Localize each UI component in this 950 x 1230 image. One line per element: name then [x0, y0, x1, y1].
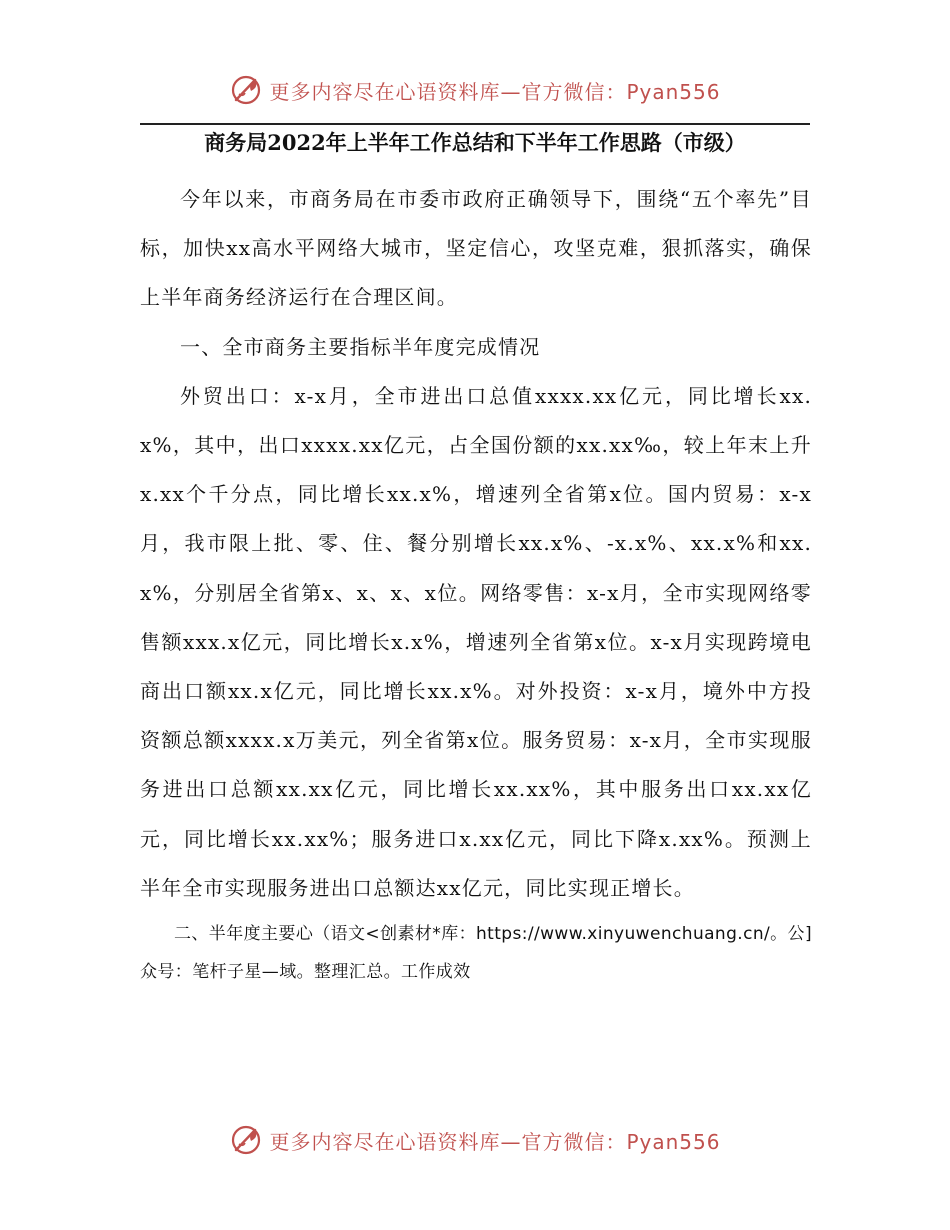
banner-text: 更多内容尽在心语资料库—官方微信：Pyan556: [269, 1129, 721, 1154]
document-body: [140, 175, 812, 991]
header-banner: [0, 70, 950, 110]
indicators-paragraph: 外贸出口：x-x月，全市进出口总值xxxx.xx亿元，同比增长xx.x%，其中，出口xxxx.xx亿元，占全国份额的xx.xx‰，较上年末上升x.xx个千分点，同比增长xx.x%，增速列全省第x位。国内贸易：x-x月，我市限上批、零、住、餐分别增长xx.x%、-x.x%、xx.x%和xx.x%，分别居全省第x、x、x、x位。网络零售：x-x月，全市实现网络零售额xxx.x亿元，同比增长x.x%，增速列全省第x位。x-x月实现跨境电商出口额xx.x亿元，同比增长xx.x%。对外投资：x-x月，境外中方投资额总额xxxx.x万美元，列全省第x位。服务贸易：x-x月，全市实现服务进出口总额xx.xx亿元，同比增长xx.xx%，其中服务出口xx.xx亿元，同比增长xx.xx%；服务进口x.xx亿元，同比下降x.xx%。预测上半年全市实现服务进出口总额达xx亿元，同比实现正增长。: [140, 383, 812, 900]
section-two-paragraph: 二、半年度主要心（语文<创素材*库：https://www.xinyuwenchuang.cn/。公]众号：笔杆子星—域。整理汇总。工作成效: [140, 924, 812, 983]
banner-text: 更多内容尽在心语资料库—官方微信：Pyan556: [269, 79, 721, 104]
footer-banner: [0, 1120, 950, 1160]
quill-logo-icon: [229, 1123, 263, 1157]
header-divider: [140, 123, 810, 125]
intro-paragraph: 今年以来，市商务局在市委市政府正确领导下，围绕“五个率先”目标，加快xx高水平网络大城市，坚定信心，攻坚克难，狠抓落实，确保上半年商务经济运行在合理区间。: [140, 187, 812, 310]
quill-logo-icon: [229, 73, 263, 107]
section-heading: 一、全市商务主要指标半年度完成情况: [180, 334, 541, 359]
document-title: 商务局2022年上半年工作总结和下半年工作思路（市级）: [204, 130, 746, 155]
